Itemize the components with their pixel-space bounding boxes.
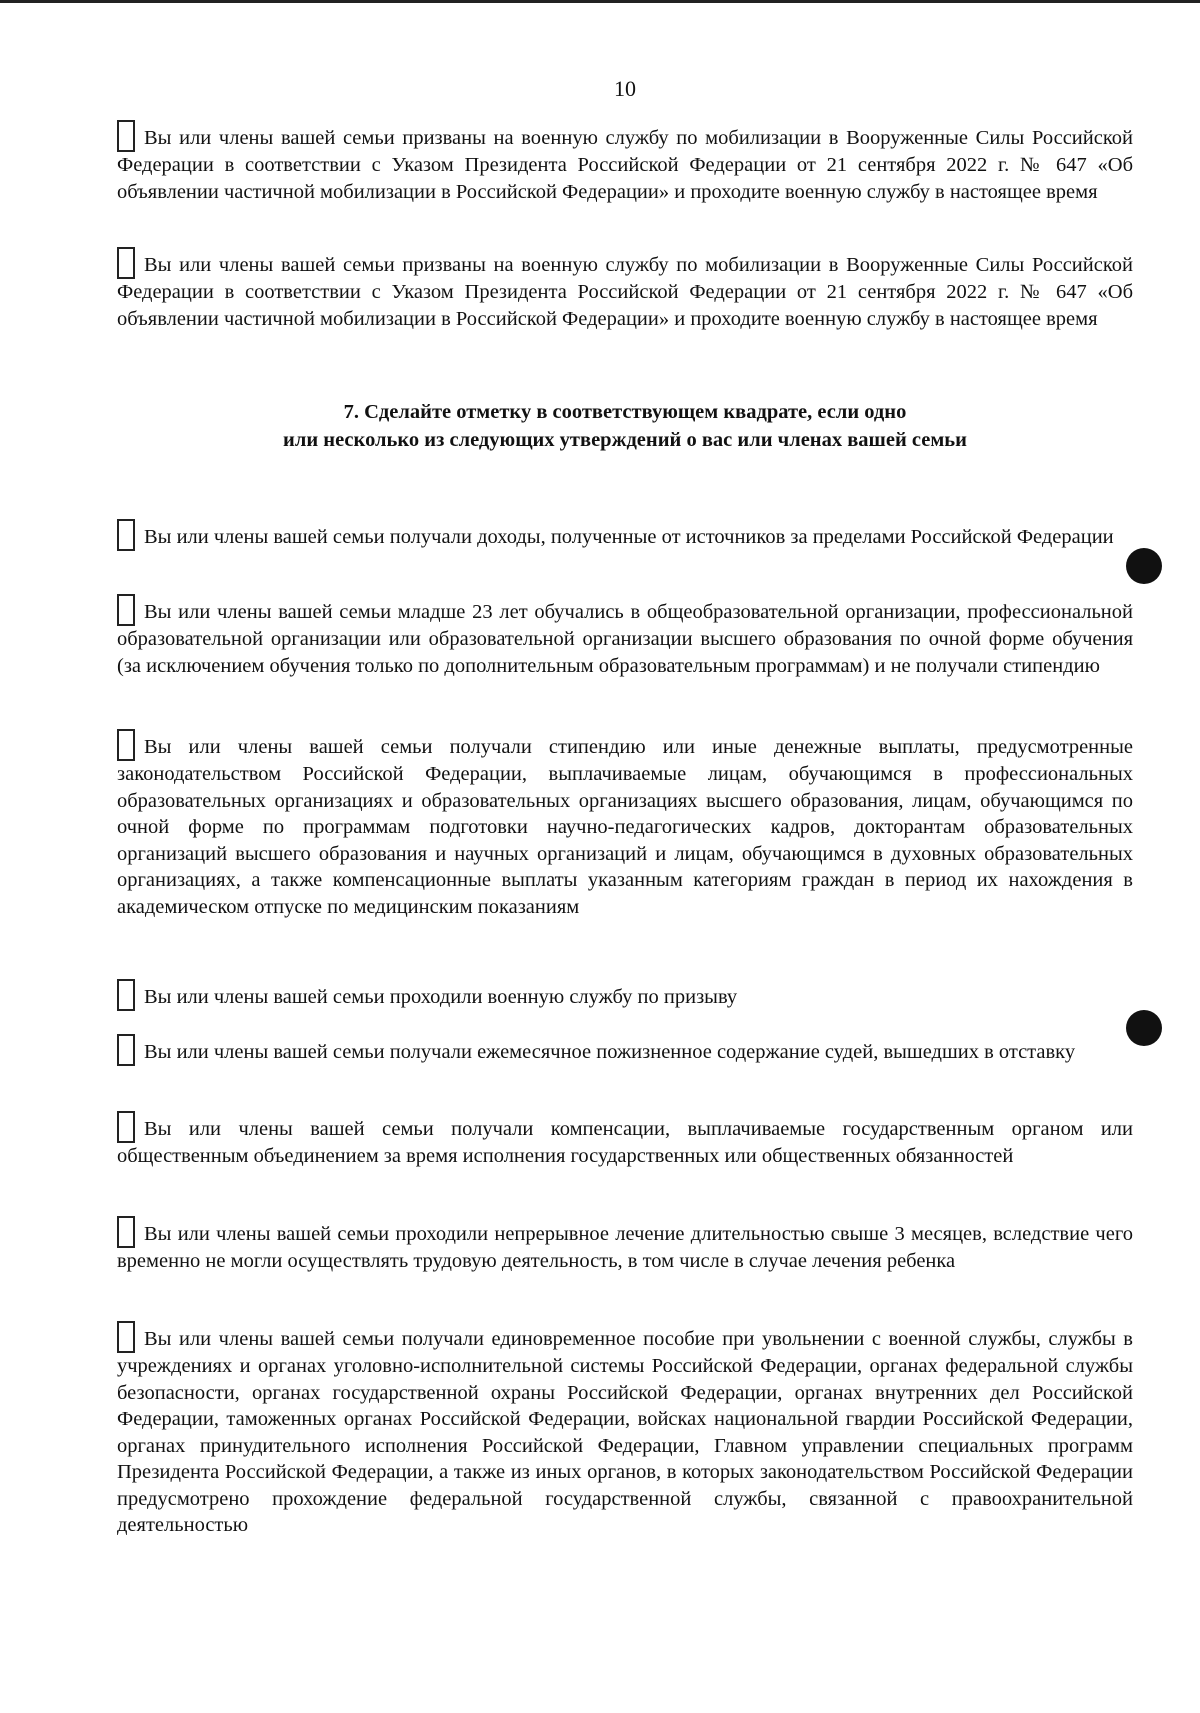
item-text: Вы или члены вашей семьи проходили непрерывное лечение длительностью свыше 3 месяцев, вследствие чего временно не могли осуществлять трудовую деятельность, в том числе в случае лечения ребенка	[117, 1223, 1133, 1272]
checkbox-item-student-no-stipend	[117, 594, 1133, 679]
item-text: Вы или члены вашей семьи призваны на военную службу по мобилизации в Вооруженные Силы Российской Федерации в соответствии с Указом Президента Российской Федерации от 21 сентября 2022 г. № 647 «Об объявлении частичной мобилизации в Российской Федерации» и проходите военную службу в настоящее время	[117, 254, 1133, 330]
checkbox-item-stipend	[117, 729, 1133, 920]
checkbox[interactable]	[117, 247, 135, 279]
checkbox[interactable]	[117, 1034, 135, 1066]
checkbox-item-mobilized-1	[117, 120, 1133, 205]
checkbox-item-mobilized-2	[117, 247, 1133, 332]
item-text: Вы или члены вашей семьи призваны на военную службу по мобилизации в Вооруженные Силы Российской Федерации в соответствии с Указом Президента Российской Федерации от 21 сентября 2022 г. № 647 «Об объявлении частичной мобилизации в Российской Федерации» и проходите военную службу в настоящее время	[117, 127, 1133, 203]
checkbox[interactable]	[117, 729, 135, 761]
checkbox[interactable]	[117, 519, 135, 551]
item-text: Вы или члены вашей семьи получали ежемесячное пожизненное содержание судей, вышедших в отставку	[144, 1041, 1076, 1063]
punch-hole-mark	[1126, 548, 1162, 584]
checkbox-item-discharge-allowance	[117, 1321, 1133, 1539]
checkbox-item-conscription	[117, 979, 1133, 1011]
page-number: 10	[614, 76, 636, 101]
checkbox[interactable]	[117, 120, 135, 152]
item-text: Вы или члены вашей семьи получали компенсации, выплачиваемые государственным органом или общественным объединением за время исполнения государственных или общественных обязанностей	[117, 1118, 1133, 1167]
checkbox[interactable]	[117, 1111, 135, 1143]
section-heading-line-2: или несколько из следующих утверждений о вас или членах вашей семьи	[283, 429, 967, 451]
item-text: Вы или члены вашей семьи получали доходы, полученные от источников за пределами Российской Федерации	[144, 526, 1114, 548]
checkbox[interactable]	[117, 594, 135, 626]
section-heading-line-1: 7. Сделайте отметку в соответствующем квадрате, если одно	[343, 401, 907, 423]
checkbox-item-judges-pension	[117, 1034, 1133, 1066]
checkbox-item-foreign-income	[117, 519, 1133, 551]
punch-hole-mark	[1126, 1010, 1162, 1046]
checkbox[interactable]	[117, 1216, 135, 1248]
checkbox[interactable]	[117, 1321, 135, 1353]
item-text: Вы или члены вашей семьи младше 23 лет обучались в общеобразовательной организации, профессиональной образовательной организации или образовательной организации высшего образования по очной форме обучения (за исключением обучения только по дополнительным образовательным программам) и не получали стипендию	[117, 601, 1133, 677]
scan-top-edge	[0, 0, 1200, 3]
checkbox[interactable]	[117, 979, 135, 1011]
item-text: Вы или члены вашей семьи получали стипендию или иные денежные выплаты, предусмотренные законодательством Российской Федерации, выплачиваемые лицам, обучающимся в профессиональных образовательных организациях и образовательных организациях высшего образования, лицам, обучающимся по очной форме по программам подготовки научно-педагогических кадров, докторантам образовательных организаций высшего образования и научных организаций и лицам, обучающимся в духовных образовательных организациях, а также компенсационные выплаты указанным категориям граждан в период их нахождения в академическом отпуске по медицинским показаниям	[117, 736, 1133, 918]
checkbox-item-continuous-treatment	[117, 1216, 1133, 1275]
section-7-heading	[0, 398, 1200, 454]
item-text: Вы или члены вашей семьи получали единовременное пособие при увольнении с военной службы, службы в учреждениях и органах уголовно-исполнительной системы Российской Федерации, органах федеральной службы безопасности, органах государственной охраны Российской Федерации, органах внутренних дел Российской Федерации, таможенных органах Российской Федерации, войсках национальной гвардии Российской Федерации, органах принудительного исполнения Российской Федерации, Главном управлении специальных программ Президента Российской Федерации, а также из иных органов, в которых законодательством Российской Федерации предусмотрено прохождение федеральной государственной службы, связанной с правоохранительной деятельностью	[117, 1328, 1133, 1536]
checkbox-item-compensation	[117, 1111, 1133, 1170]
item-text: Вы или члены вашей семьи проходили военную службу по призыву	[144, 986, 738, 1008]
